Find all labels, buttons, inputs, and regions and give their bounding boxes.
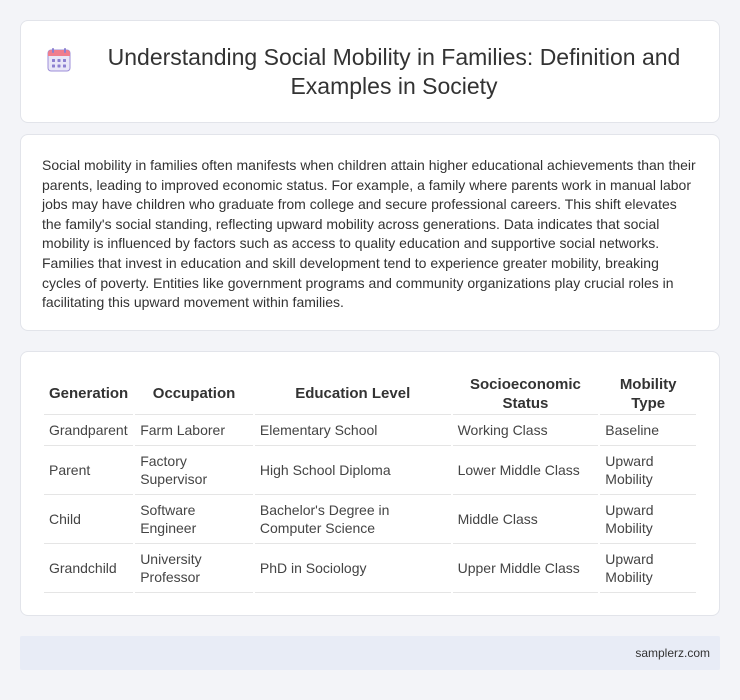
cell-education-level: PhD in Sociology (255, 544, 451, 593)
cell-mobility-type: Baseline (600, 415, 696, 446)
intro-card (20, 134, 720, 331)
cell-occupation: Factory Supervisor (135, 446, 253, 495)
cell-generation: Parent (44, 446, 133, 495)
cell-socioeconomic-status: Working Class (453, 415, 599, 446)
table-row (44, 544, 696, 593)
column-header-generation: Generation (44, 373, 133, 415)
table-card (20, 351, 720, 616)
cell-generation: Child (44, 495, 133, 544)
cell-education-level: Elementary School (255, 415, 451, 446)
column-header-socioeconomic-status: Socioeconomic Status (453, 373, 599, 415)
footer (20, 636, 720, 670)
cell-mobility-type: Upward Mobility (600, 495, 696, 544)
column-header-occupation: Occupation (135, 373, 253, 415)
header (46, 43, 694, 101)
page-title: Understanding Social Mobility in Families: Definition and Examples in Society (107, 43, 681, 99)
table-row (44, 495, 696, 544)
column-header-education-level: Education Level (255, 373, 451, 415)
cell-generation: Grandchild (44, 544, 133, 593)
cell-occupation: Farm Laborer (135, 415, 253, 446)
intro-paragraph: Social mobility in families often manifests when children attain higher educational achievements than their parents, leading to improved economic status. For example, a family where parents work in manual labor jobs may have children who graduate from college and secure professional careers. This shift elevates the family's social standing, reflecting upward mobility across generations. Data indicates that social mobility is influenced by factors such as access to quality education and supportive social networks. Families that invest in education and skill development tend to experience greater mobility, breaking cycles of poverty. Entities like government programs and community organizations play crucial roles in facilitating this upward movement within families. (42, 157, 696, 311)
mobility-table (42, 373, 698, 593)
header-card (20, 20, 720, 123)
cell-generation: Grandparent (44, 415, 133, 446)
cell-occupation: Software Engineer (135, 495, 253, 544)
table-row (44, 446, 696, 495)
table-row (44, 415, 696, 446)
cell-socioeconomic-status: Upper Middle Class (453, 544, 599, 593)
calendar-icon (46, 47, 72, 73)
cell-mobility-type: Upward Mobility (600, 544, 696, 593)
table-header-row (44, 373, 696, 415)
cell-socioeconomic-status: Lower Middle Class (453, 446, 599, 495)
cell-education-level: Bachelor's Degree in Computer Science (255, 495, 451, 544)
cell-socioeconomic-status: Middle Class (453, 495, 599, 544)
footer-site-name: samplerz.com (635, 646, 710, 660)
cell-occupation: University Professor (135, 544, 253, 593)
cell-education-level: High School Diploma (255, 446, 451, 495)
cell-mobility-type: Upward Mobility (600, 446, 696, 495)
column-header-mobility-type: Mobility Type (600, 373, 696, 415)
